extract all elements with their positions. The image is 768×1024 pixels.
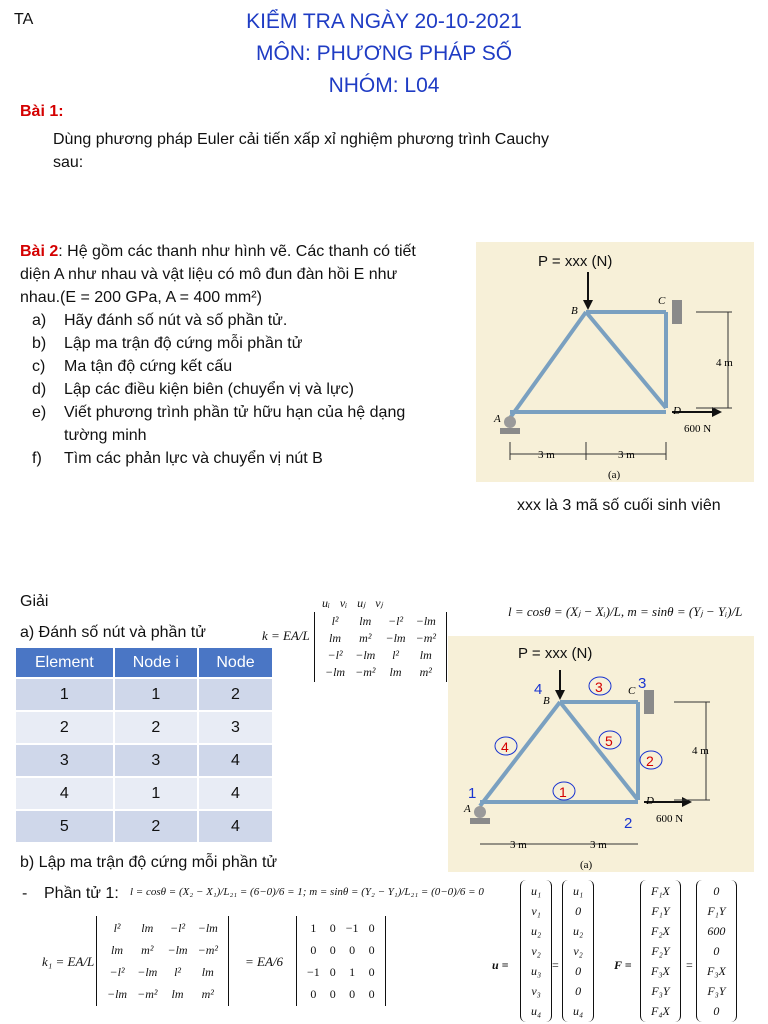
corner-tag: TA xyxy=(14,11,34,28)
force-label: 600 N xyxy=(684,423,712,435)
truss-figure-numbered xyxy=(448,636,754,872)
part-b-heading: b) Lập ma trận độ cứng mỗi phần tử xyxy=(20,854,278,871)
element-number-3: 3 xyxy=(595,679,603,695)
f-equals: = xyxy=(686,958,693,972)
dim-vertical: 4 m xyxy=(716,357,733,369)
node-letter-b-2: B xyxy=(543,695,550,707)
truss-diagram xyxy=(476,242,754,482)
bullet-dash: - xyxy=(22,885,28,902)
element-number-4: 4 xyxy=(501,739,509,755)
bai1-label: Bài 1: xyxy=(20,103,64,120)
figure-caption-2: (a) xyxy=(580,859,593,871)
table-header: Node i xyxy=(114,648,198,678)
f-vector-label: F = xyxy=(614,958,632,972)
question-item: b) Lập ma trận độ cứng mỗi phần tử xyxy=(32,335,303,352)
table-header: Node xyxy=(198,648,273,678)
node-letter-d: D xyxy=(673,405,681,417)
dim-vertical-2: 4 m xyxy=(692,745,709,757)
solution-title: Giải xyxy=(20,593,49,610)
table-header: Element xyxy=(16,648,114,678)
figure-caption: (a) xyxy=(608,469,621,481)
dim-right: 3 m xyxy=(618,449,635,461)
node-letter-c-2: C xyxy=(628,685,636,697)
k1-numeric-matrix: 1 0 −1 0 0 0 0 0 −1 0 1 0 0 0 0 0 xyxy=(296,916,386,1006)
bai2-intro-3: nhau.(E = 200 GPa, A = 400 mm²) xyxy=(20,289,262,306)
load-label-2: P = xxx (N) xyxy=(518,645,593,662)
bai1-text-1: Dùng phương pháp Euler cải tiến xấp xỉ nghiệm phương trình Cauchy xyxy=(53,131,550,148)
node-number-4: 4 xyxy=(534,681,543,698)
student-note: xxx là 3 mã số cuối sinh viên xyxy=(517,497,721,514)
node-number-2: 2 xyxy=(624,815,633,832)
element-number-5: 5 xyxy=(605,733,613,749)
node-number-1: 1 xyxy=(468,785,477,802)
k-column-headers: uᵢ vᵢ uⱼ vⱼ xyxy=(322,596,383,610)
f-vector-left: F₁X F₁Y F₂X F₂Y F₃X F₃Y F₄X xyxy=(640,880,681,1022)
element-table xyxy=(16,648,274,842)
dim-right-2: 3 m xyxy=(590,839,607,851)
bai2-intro-1 xyxy=(20,240,460,263)
question-item: f) Tìm các phản lực và chuyển vị nút B xyxy=(32,450,323,467)
part-a-heading: a) Đánh số nút và phần tử xyxy=(20,624,206,641)
u-equals: = xyxy=(552,958,559,972)
question-item: c) Ma tận độ cứng kết cấu xyxy=(32,358,233,375)
header-line1: KIỂM TRA NGÀY 20-10-2021 xyxy=(246,10,522,33)
bai1-text-2: sau: xyxy=(53,154,84,171)
truss-figure-top xyxy=(476,242,754,482)
question-item: d) Lập các điều kiện biên (chuyển vị và lực) xyxy=(32,381,354,398)
table-row: 1 1 2 xyxy=(16,678,273,711)
header-line2: MÔN: PHƯƠNG PHÁP SỐ xyxy=(255,42,513,65)
k1-middle: = EA/6 xyxy=(245,954,284,969)
table-row: 4 1 4 xyxy=(16,777,273,810)
element-number-2: 2 xyxy=(646,753,654,769)
bai2-intro-text: : Hệ gồm các thanh như hình vẽ. Các thanh có tiết xyxy=(58,243,416,260)
node-letter-a: A xyxy=(494,413,501,425)
table-row: 2 2 3 xyxy=(16,711,273,744)
node-number-3: 3 xyxy=(638,675,647,692)
k1-symbolic-matrix: l² lm −l² −lm lm m² −lm −m² −l² −lm l² lm −lm −m² lm m² xyxy=(96,916,229,1006)
k1-prefix: k₁ = EA/L xyxy=(42,954,95,969)
u-vector-label: u = xyxy=(492,958,509,972)
node-letter-d-2: D xyxy=(646,795,654,807)
direction-cosines: l = cosθ = (Xⱼ − Xᵢ)/L, m = sinθ = (Yⱼ − Yᵢ)/L xyxy=(508,604,743,619)
node-letter-b: B xyxy=(571,305,578,317)
k-matrix-body: l² lm −l² −lm lm m² −lm −m² −l² −lm l² lm −lm −m² lm m² xyxy=(314,612,447,682)
bai2-label: Bài 2 xyxy=(20,243,59,260)
question-item: e) Viết phương trình phần tử hữu hạn của hệ dạng xyxy=(32,404,406,421)
force-label-2: 600 N xyxy=(656,813,684,825)
dim-left: 3 m xyxy=(538,449,555,461)
bai2-intro-2: diện A như nhau và vật liệu có mô đun đàn hồi E như xyxy=(20,266,398,283)
question-item: tường minh xyxy=(64,427,147,444)
u-vector-right: u₁ 0 u₂ v₂ 0 0 u₄ xyxy=(562,880,594,1022)
table-row: 3 3 4 xyxy=(16,744,273,777)
node-letter-a-2: A xyxy=(464,803,471,815)
dim-left-2: 3 m xyxy=(510,839,527,851)
element1-formula: l = cosθ = (X₂ − X₁)/L₂₁ = (6−0)/6 = 1; m = sinθ = (Y₂ − Y₁)/L₂₁ = (0−0)/6 = 0 xyxy=(130,886,484,898)
header-line3: NHÓM: L04 xyxy=(328,74,440,97)
u-vector-left: u₁ v₁ u₂ v₂ u₃ v₃ u₄ xyxy=(520,880,552,1022)
f-vector-right: 0 F₁Y 600 0 F₃X F₃Y 0 xyxy=(696,880,737,1022)
question-item: a) Hãy đánh số nút và số phần tử. xyxy=(32,312,288,329)
load-label: P = xxx (N) xyxy=(538,253,613,270)
node-letter-c: C xyxy=(658,295,666,307)
k-prefix: k = EA/L xyxy=(262,628,310,643)
bai2-question-list xyxy=(32,309,452,470)
table-row: 5 2 4 xyxy=(16,810,273,842)
element-number-1: 1 xyxy=(559,784,567,800)
numbered-truss-diagram xyxy=(448,636,754,872)
element1-label: Phần tử 1: xyxy=(44,885,119,902)
